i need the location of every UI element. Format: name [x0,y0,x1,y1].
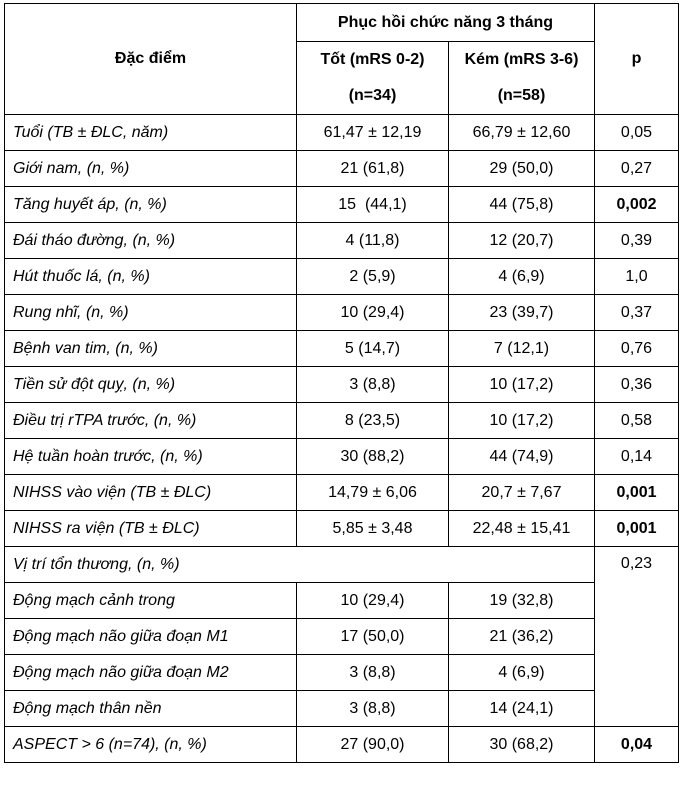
good-value: 27 (90,0) [297,727,449,763]
row-label: Vị trí tổn thương, (n, %) [5,547,595,583]
poor-value: 7 (12,1) [449,331,595,367]
good-value: 3 (8,8) [297,655,449,691]
poor-value: 44 (74,9) [449,439,595,475]
p-value: 0,39 [595,223,679,259]
header-poor-label: Kém (mRS 3-6) [464,51,579,68]
header-group-title: Phục hồi chức năng 3 tháng [297,4,595,42]
poor-value: 19 (32,8) [449,583,595,619]
poor-value: 29 (50,0) [449,151,595,187]
table-row [5,475,679,511]
table-row [5,619,679,655]
table-row-location [5,547,679,583]
poor-value: 44 (75,8) [449,187,595,223]
good-value: 8 (23,5) [297,403,449,439]
good-value: 5 (14,7) [297,331,449,367]
table-row [5,691,679,727]
p-value: 0,76 [595,331,679,367]
table-row [5,223,679,259]
row-label: Rung nhĩ, (n, %) [5,295,297,331]
good-value: 5,85 ± 3,48 [297,511,449,547]
good-value: 15 (44,1) [297,187,449,223]
p-value: 0,27 [595,151,679,187]
table-row [5,367,679,403]
row-label: Động mạch cảnh trong [5,583,297,619]
table-header [5,4,679,115]
poor-value: 66,79 ± 12,60 [449,115,595,151]
table-row [5,295,679,331]
p-value: 1,0 [595,259,679,295]
table-row [5,511,679,547]
row-label: Tiền sử đột quỵ, (n, %) [5,367,297,403]
table-row [5,655,679,691]
header-good-n: (n=34) [348,87,397,104]
row-label: Tăng huyết áp, (n, %) [5,187,297,223]
poor-value: 10 (17,2) [449,367,595,403]
header-poor-n: (n=58) [497,87,546,104]
row-label: NIHSS ra viện (TB ± ĐLC) [5,511,297,547]
table-body [5,115,679,763]
table-row [5,583,679,619]
p-value: 0,04 [595,727,679,763]
table-row [5,331,679,367]
good-value: 2 (5,9) [297,259,449,295]
row-label: Bệnh van tim, (n, %) [5,331,297,367]
good-value: 61,47 ± 12,19 [297,115,449,151]
table-row [5,187,679,223]
row-label: Hút thuốc lá, (n, %) [5,259,297,295]
good-value: 3 (8,8) [297,691,449,727]
poor-value: 4 (6,9) [449,259,595,295]
row-label: Giới nam, (n, %) [5,151,297,187]
good-value: 17 (50,0) [297,619,449,655]
poor-value: 10 (17,2) [449,403,595,439]
p-value: 0,001 [595,475,679,511]
row-label: NIHSS vào viện (TB ± ĐLC) [5,475,297,511]
row-label: Động mạch não giữa đoạn M1 [5,619,297,655]
row-label: Hệ tuần hoàn trước, (n, %) [5,439,297,475]
header-good-label: Tốt (mRS 0-2) [320,51,425,68]
poor-value: 4 (6,9) [449,655,595,691]
poor-value: 21 (36,2) [449,619,595,655]
good-value: 30 (88,2) [297,439,449,475]
p-value: 0,37 [595,295,679,331]
good-value: 14,79 ± 6,06 [297,475,449,511]
p-value: 0,05 [595,115,679,151]
poor-value: 20,7 ± 7,67 [449,475,595,511]
header-characteristic: Đặc điểm [5,4,297,115]
table-row [5,727,679,763]
row-label: Động mạch thân nền [5,691,297,727]
row-label: Đái tháo đường, (n, %) [5,223,297,259]
poor-value: 12 (20,7) [449,223,595,259]
good-value: 21 (61,8) [297,151,449,187]
p-value: 0,23 [595,547,679,727]
good-value: 4 (11,8) [297,223,449,259]
poor-value: 23 (39,7) [449,295,595,331]
p-value: 0,36 [595,367,679,403]
poor-value: 14 (24,1) [449,691,595,727]
p-value: 0,002 [595,187,679,223]
poor-value: 22,48 ± 15,41 [449,511,595,547]
p-value: 0,001 [595,511,679,547]
table-row [5,115,679,151]
p-value: 0,58 [595,403,679,439]
poor-value: 30 (68,2) [449,727,595,763]
header-p: p [595,4,679,115]
header-good [297,42,449,115]
table-row [5,151,679,187]
good-value: 3 (8,8) [297,367,449,403]
header-poor [449,42,595,115]
row-label: Động mạch não giữa đoạn M2 [5,655,297,691]
good-value: 10 (29,4) [297,295,449,331]
outcome-table [4,3,679,763]
table-row [5,439,679,475]
row-label: Tuổi (TB ± ĐLC, năm) [5,115,297,151]
p-value: 0,14 [595,439,679,475]
table-row [5,403,679,439]
table-row [5,259,679,295]
good-value: 10 (29,4) [297,583,449,619]
row-label: Điều trị rTPA trước, (n, %) [5,403,297,439]
row-label: ASPECT > 6 (n=74), (n, %) [5,727,297,763]
